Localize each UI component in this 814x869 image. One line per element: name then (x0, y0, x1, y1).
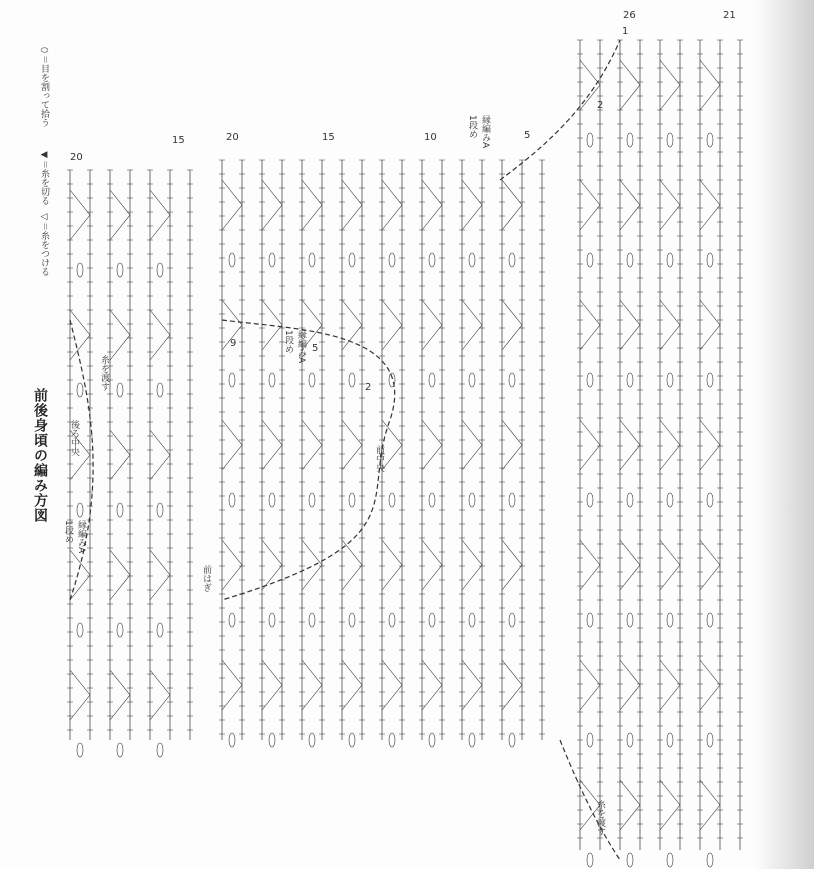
front-panel-fan-motif (222, 180, 242, 230)
front-panel-chain-loop (229, 253, 235, 267)
back-panel-chain-loop (77, 503, 83, 517)
front-panel-chain-loop (349, 613, 355, 627)
row-label-mid-5b: 5 (312, 343, 319, 354)
back-panel-fan-motif (70, 670, 90, 720)
side-panel-fan-motif (660, 780, 680, 830)
side-panel-chain-loop (707, 373, 713, 387)
front-panel-fan-motif (422, 180, 442, 230)
back-panel-fan-motif (70, 190, 90, 240)
label-front-opening: 前はぎ (201, 565, 211, 592)
side-panel-fan-motif (580, 540, 600, 590)
side-panel-fan-motif (620, 780, 640, 830)
back-left-panel (67, 170, 193, 757)
row-label-left-15: 15 (172, 135, 185, 146)
front-panel-chain-loop (469, 493, 475, 507)
front-panel-chain-loop (229, 373, 235, 387)
front-panel-fan-motif (302, 660, 322, 710)
back-panel-fan-motif (150, 670, 170, 720)
back-panel-fan-motif (150, 430, 170, 480)
side-panel-fan-motif (660, 300, 680, 350)
front-panel-chain-loop (269, 733, 275, 747)
front-panel-chain-loop (349, 493, 355, 507)
back-panel-chain-loop (157, 503, 163, 517)
front-panel-fan-motif (422, 300, 442, 350)
side-panel-chain-loop (587, 253, 593, 267)
front-panel-chain-loop (469, 373, 475, 387)
back-panel-chain-loop (117, 623, 123, 637)
label-edging-back: 縁編みA 1段め (63, 520, 86, 554)
side-panel-chain-loop (667, 613, 673, 627)
back-panel-fan-motif (110, 670, 130, 720)
front-panel-chain-loop (229, 613, 235, 627)
right-yoke-panel (577, 40, 743, 867)
front-panel-chain-loop (229, 733, 235, 747)
side-panel-fan-motif (620, 60, 640, 110)
front-panel-chain-loop (269, 373, 275, 387)
front-panel-chain-loop (349, 373, 355, 387)
front-panel-chain-loop (309, 253, 315, 267)
front-panel-fan-motif (422, 660, 442, 710)
label-back-center: 後ろ中央 (69, 420, 79, 456)
chart-title: 前後身頃の編み方図 (32, 388, 48, 523)
side-panel-fan-motif (700, 300, 720, 350)
back-panel-fan-motif (110, 430, 130, 480)
front-panel-fan-motif (262, 420, 282, 470)
side-panel-fan-motif (660, 180, 680, 230)
side-panel-chain-loop (707, 493, 713, 507)
front-panel-chain-loop (389, 613, 395, 627)
legend-attach-yarn: ◁＝糸をつける (39, 212, 49, 277)
front-panel-chain-loop (429, 613, 435, 627)
front-panel-fan-motif (502, 540, 522, 590)
side-panel-fan-motif (620, 300, 640, 350)
side-panel-chain-loop (667, 373, 673, 387)
front-panel-fan-motif (502, 660, 522, 710)
front-panel-chain-loop (429, 373, 435, 387)
front-panel-chain-loop (429, 253, 435, 267)
front-panel-fan-motif (462, 300, 482, 350)
side-panel-fan-motif (700, 60, 720, 110)
back-panel-chain-loop (157, 383, 163, 397)
side-panel-chain-loop (587, 733, 593, 747)
row-label-mid-15: 15 (322, 132, 335, 143)
side-panel-fan-motif (700, 780, 720, 830)
front-panel-fan-motif (382, 180, 402, 230)
side-panel-chain-loop (587, 613, 593, 627)
front-panel-chain-loop (229, 493, 235, 507)
back-panel-chain-loop (117, 743, 123, 757)
side-panel-chain-loop (587, 853, 593, 867)
front-panel-chain-loop (469, 613, 475, 627)
front-panel-chain-loop (269, 613, 275, 627)
label-pass-yarn-back: 糸を渡す (99, 355, 109, 391)
side-panel-fan-motif (580, 300, 600, 350)
back-panel-chain-loop (117, 503, 123, 517)
side-panel-fan-motif (620, 540, 640, 590)
front-panel-chain-loop (389, 493, 395, 507)
front-panel-fan-motif (342, 180, 362, 230)
legend-cut-yarn: ◀＝糸を切る (39, 150, 49, 206)
back-panel-fan-motif (150, 190, 170, 240)
side-panel-chain-loop (627, 853, 633, 867)
side-panel-chain-loop (667, 853, 673, 867)
back-panel-fan-motif (150, 550, 170, 600)
row-label-right-21: 21 (723, 10, 736, 21)
side-panel-fan-motif (660, 420, 680, 470)
side-panel-chain-loop (667, 133, 673, 147)
front-panel-fan-motif (382, 300, 402, 350)
legend-split-stitch: ⬭＝目を割って拾う (39, 46, 49, 128)
row-label-right-2: 2 (597, 100, 604, 111)
front-panel-fan-motif (382, 660, 402, 710)
back-panel-chain-loop (117, 383, 123, 397)
row-label-mid-10: 10 (424, 132, 437, 143)
row-label-mid-2: 2 (365, 382, 372, 393)
side-panel-chain-loop (707, 613, 713, 627)
back-panel-fan-motif (70, 310, 90, 360)
back-panel-fan-motif (110, 550, 130, 600)
front-panel-fan-motif (382, 540, 402, 590)
side-panel-chain-loop (667, 253, 673, 267)
row-label-mid-5: 5 (524, 130, 531, 141)
front-panel-chain-loop (309, 493, 315, 507)
label-front-center: 前中央 (374, 445, 384, 472)
row-label-left-20: 20 (70, 152, 83, 163)
side-panel-chain-loop (707, 853, 713, 867)
side-panel-chain-loop (707, 253, 713, 267)
back-panel-fan-motif (110, 190, 130, 240)
front-panel-chain-loop (509, 493, 515, 507)
side-panel-fan-motif (620, 420, 640, 470)
side-panel-chain-loop (587, 493, 593, 507)
front-panel-chain-loop (269, 253, 275, 267)
front-panel-chain-loop (469, 253, 475, 267)
front-panel-fan-motif (502, 420, 522, 470)
front-neckline-curve (222, 320, 395, 600)
side-panel-chain-loop (627, 373, 633, 387)
side-panel-fan-motif (620, 660, 640, 710)
front-panel-fan-motif (302, 180, 322, 230)
front-panel-fan-motif (462, 660, 482, 710)
front-panel-fan-motif (222, 660, 242, 710)
front-panel-fan-motif (262, 180, 282, 230)
side-panel-fan-motif (660, 540, 680, 590)
row-label-mid-20: 20 (226, 132, 239, 143)
side-panel-chain-loop (627, 133, 633, 147)
side-panel-fan-motif (580, 180, 600, 230)
side-panel-fan-motif (700, 420, 720, 470)
front-panel-chain-loop (469, 733, 475, 747)
back-panel-chain-loop (157, 263, 163, 277)
front-panel-chain-loop (509, 733, 515, 747)
side-panel-chain-loop (667, 733, 673, 747)
side-panel-fan-motif (580, 660, 600, 710)
front-panel-chain-loop (389, 733, 395, 747)
label-edging-front: 縁編みA 1段め (283, 330, 306, 364)
front-panel-chain-loop (509, 613, 515, 627)
front-panel-chain-loop (349, 253, 355, 267)
back-panel-chain-loop (117, 263, 123, 277)
front-panel-fan-motif (502, 300, 522, 350)
side-panel-chain-loop (627, 613, 633, 627)
front-panel-fan-motif (342, 660, 362, 710)
front-panel-fan-motif (422, 420, 442, 470)
side-panel-fan-motif (660, 660, 680, 710)
front-panel-chain-loop (429, 733, 435, 747)
side-panel-fan-motif (660, 60, 680, 110)
front-panel-chain-loop (509, 373, 515, 387)
front-panel-chain-loop (269, 493, 275, 507)
front-panel-chain-loop (309, 613, 315, 627)
front-panel-fan-motif (502, 180, 522, 230)
armhole-curve-bottom (560, 740, 620, 860)
back-neckline-curve (70, 320, 93, 600)
row-label-right-26: 26 (623, 10, 636, 21)
front-panel-chain-loop (309, 373, 315, 387)
back-panel-fan-motif (110, 310, 130, 360)
back-panel-chain-loop (77, 623, 83, 637)
front-panel-fan-motif (462, 180, 482, 230)
front-panel-chain-loop (309, 733, 315, 747)
front-panel-chain-loop (509, 253, 515, 267)
side-panel-chain-loop (627, 733, 633, 747)
back-panel-chain-loop (77, 383, 83, 397)
front-panel-fan-motif (262, 660, 282, 710)
side-panel-chain-loop (667, 493, 673, 507)
label-pass-yarn-front: 糸を渡す (595, 800, 605, 836)
side-panel-fan-motif (620, 180, 640, 230)
front-panel-fan-motif (342, 540, 362, 590)
back-panel-fan-motif (150, 310, 170, 360)
front-panel-fan-motif (462, 540, 482, 590)
front-panel-fan-motif (422, 540, 442, 590)
side-panel-chain-loop (707, 733, 713, 747)
side-panel-fan-motif (700, 540, 720, 590)
front-panel-fan-motif (222, 420, 242, 470)
front-panel-fan-motif (462, 420, 482, 470)
back-panel-chain-loop (157, 623, 163, 637)
side-panel-chain-loop (627, 493, 633, 507)
front-panel-chain-loop (349, 733, 355, 747)
front-panel-fan-motif (342, 420, 362, 470)
side-panel-fan-motif (700, 180, 720, 230)
side-panel-chain-loop (587, 373, 593, 387)
front-panel-fan-motif (302, 420, 322, 470)
side-panel-fan-motif (580, 420, 600, 470)
row-label-mid-9: 9 (230, 338, 237, 349)
front-panel-fan-motif (222, 540, 242, 590)
row-label-right-1: 1 (622, 26, 629, 37)
front-panel-chain-loop (389, 253, 395, 267)
label-edging-right: 縁編みA 1段め (467, 115, 490, 149)
back-panel-chain-loop (77, 743, 83, 757)
front-panel-fan-motif (262, 540, 282, 590)
side-panel-chain-loop (587, 133, 593, 147)
back-panel-chain-loop (157, 743, 163, 757)
front-panel-chain-loop (429, 493, 435, 507)
book-binding-shadow (755, 0, 814, 869)
side-panel-chain-loop (707, 133, 713, 147)
side-panel-chain-loop (627, 253, 633, 267)
front-panel-fan-motif (302, 540, 322, 590)
side-panel-fan-motif (700, 660, 720, 710)
back-panel-chain-loop (77, 263, 83, 277)
